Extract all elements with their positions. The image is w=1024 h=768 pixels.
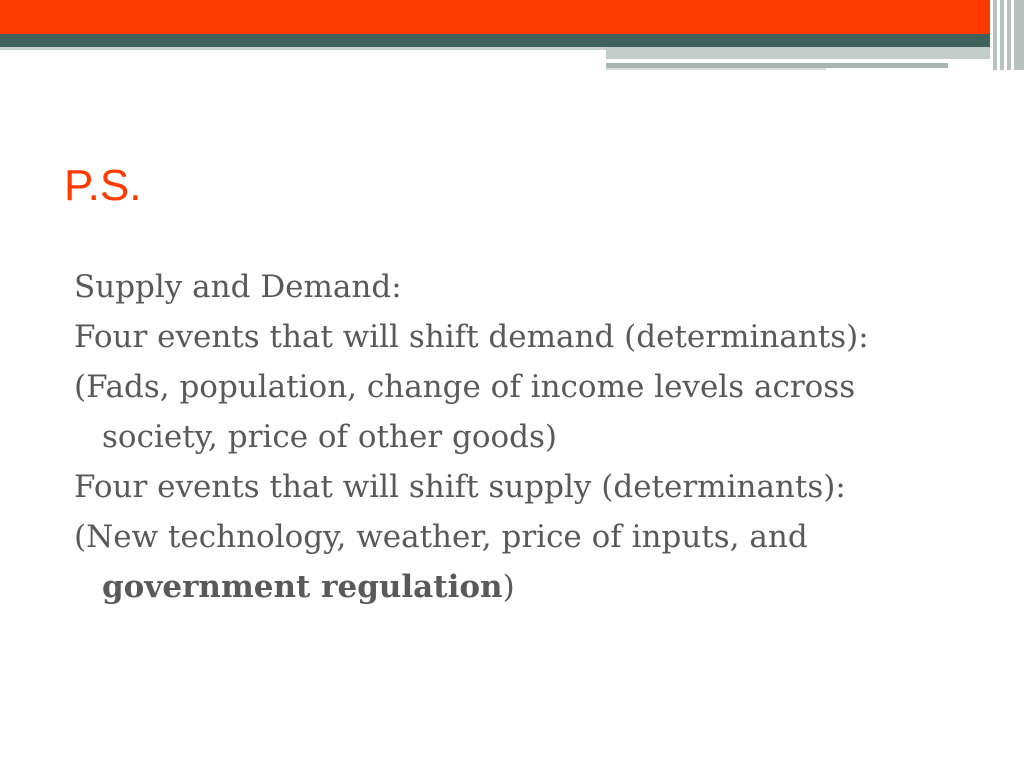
slide-body [74, 262, 974, 612]
body-paragraph [74, 262, 974, 312]
bold-emphasis-text: government regulation [102, 569, 503, 605]
paragraph-text: Four events that will shift demand (determinants): [74, 319, 869, 355]
header-accent-band [606, 47, 1024, 59]
paragraph-text: Supply and Demand: [74, 269, 402, 305]
body-paragraph [74, 512, 974, 612]
header-dark-band [0, 34, 1024, 47]
paragraph-text: (Fads, population, change of income levels across society, price of other goods) [74, 369, 856, 455]
paragraph-text: Four events that will shift supply (determinants): [74, 469, 846, 505]
body-paragraph [74, 312, 974, 362]
slide-title: P.S. [64, 161, 142, 210]
body-paragraph [74, 362, 974, 462]
paragraph-text: (New technology, weather, price of inputs, and [74, 519, 808, 555]
header-accent-thin-line [606, 68, 826, 70]
corner-stripes [990, 0, 1024, 70]
header-red-band [0, 0, 1024, 34]
body-paragraph [74, 462, 974, 512]
paragraph-text-end: ) [502, 569, 515, 605]
